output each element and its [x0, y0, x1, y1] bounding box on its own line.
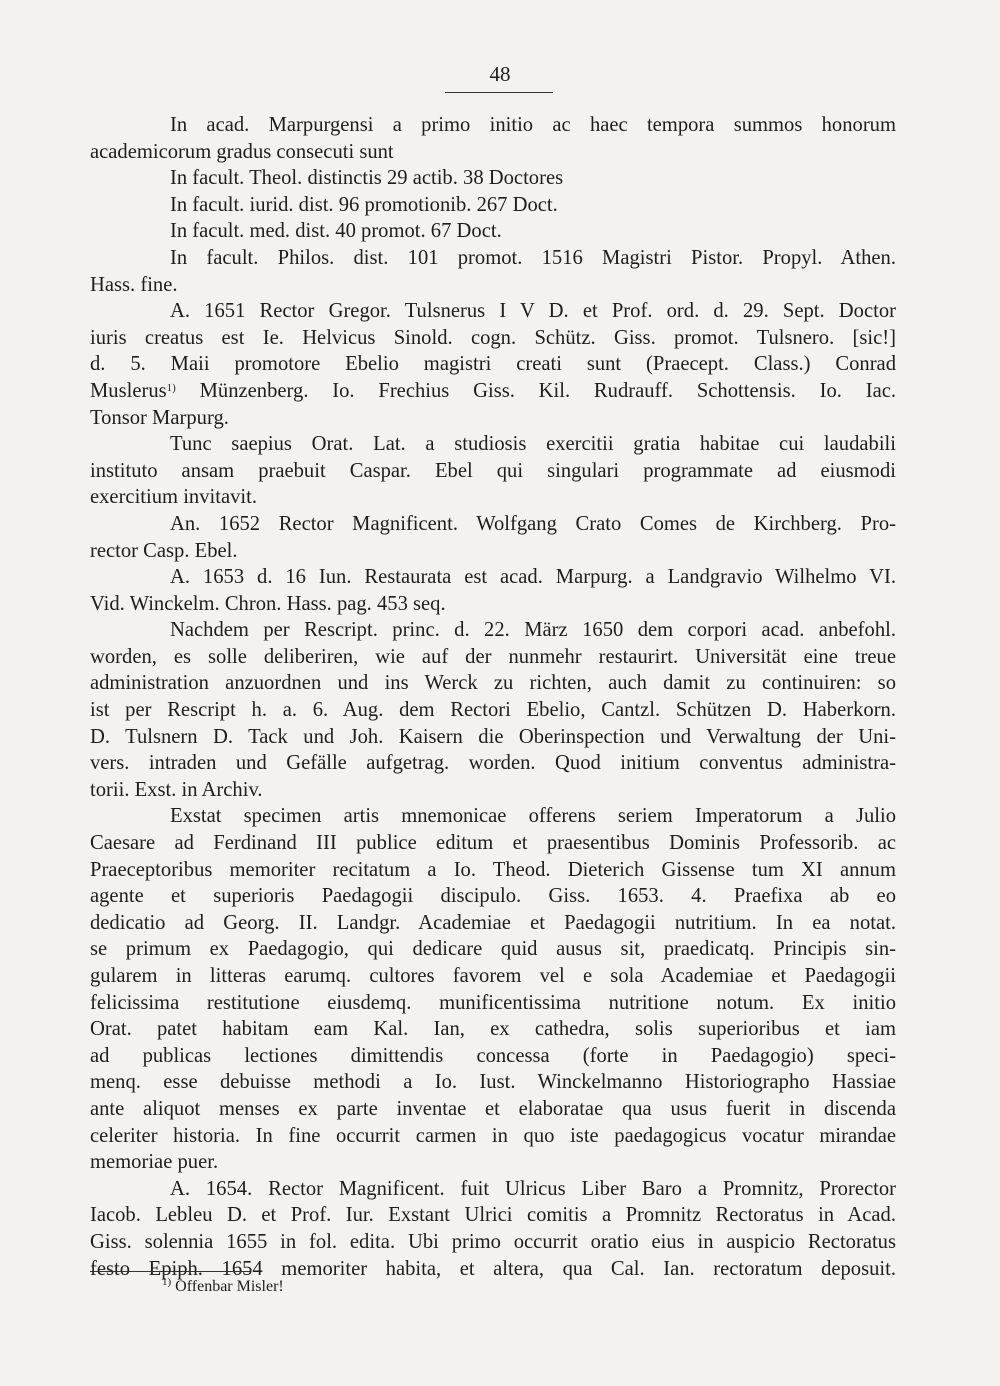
text-line [90, 1149, 896, 1176]
line-text: instituto ansam praebuit Caspar. Ebel qui singulari programmate ad eiusmodi [90, 459, 896, 482]
text-line [90, 1043, 896, 1070]
line-text: In facult. Philos. dist. 101 promot. 1516 Magistri Pistor. Propyl. Athen. [170, 246, 896, 269]
text-line [90, 1016, 896, 1043]
text-line [90, 112, 896, 139]
text-line [90, 644, 896, 671]
line-text: memoriae puer. [90, 1151, 219, 1174]
line-text-continued: Münzenberg. Io. Frechius Giss. Kil. Rudrauff. Schottensis. Io. Iac. [175, 379, 896, 402]
line-text: Hass. fine. [90, 273, 178, 296]
text-line [90, 803, 896, 830]
line-text: agente et superioris Paedagogii discipulo. Giss. 1653. 4. Praefixa ab eo [90, 885, 896, 908]
text-line [90, 1202, 896, 1229]
line-text: A. 1654. Rector Magnificent. fuit Ulricus Liber Baro a Promnitz, Prorector [170, 1177, 896, 1200]
text-line [90, 777, 896, 804]
line-text: gularem in litteras earumq. cultores favorem vel e sola Academiae et Paedagogii [90, 965, 896, 987]
text-line [90, 511, 896, 538]
line-text: ist per Rescript h. a. 6. Aug. dem Rectori Ebelio, Cantzl. Schützen D. Haberkorn. [90, 699, 896, 722]
text-line [90, 591, 896, 618]
text-line [90, 245, 896, 272]
line-text: se primum ex Paedagogio, qui dedicare quid ausus sit, praedicatq. Principis sin- [90, 938, 896, 961]
text-line [90, 1069, 896, 1096]
text-line [90, 564, 896, 591]
line-text: A. 1653 d. 16 Iun. Restaurata est acad. Marpurg. a Landgravio Wilhelmo VI. [170, 566, 896, 589]
line-text: felicissima restitutione eiusdemq. munificentissima nutritione notum. Ex initio [90, 991, 896, 1014]
text-line [90, 883, 896, 910]
text-line [90, 405, 896, 432]
line-text: Muslerus [90, 379, 167, 402]
text-line [90, 218, 896, 245]
line-text: Tunc saepius Orat. Lat. a studiosis exercitii gratia habitae cui laudabili [170, 433, 896, 456]
text-line [90, 857, 896, 884]
body-text [90, 112, 896, 1282]
text-line [90, 830, 896, 857]
line-text: In acad. Marpurgensi a primo initio ac haec tempora summos honorum [170, 114, 896, 136]
line-text: administration anzuordnen und ins Werck zu richten, auch damit zu continuiren: so [90, 672, 896, 695]
line-text: rector Casp. Ebel. [90, 539, 238, 562]
text-line [90, 670, 896, 697]
text-line [90, 750, 896, 777]
line-text: Vid. Winckelm. Chron. Hass. pag. 453 seq. [90, 592, 446, 615]
line-text: d. 5. Maii promotore Ebelio magistri creati sunt (Praecept. Class.) Conrad [90, 353, 896, 376]
text-line [90, 325, 896, 352]
line-text: D. Tulsnern D. Tack und Joh. Kaisern die Oberinspection und Verwaltung der Uni- [90, 725, 896, 748]
text-line [90, 272, 896, 299]
text-line [90, 538, 896, 565]
line-text: Praeceptoribus memoriter recitatum a Io. Theod. Dieterich Gissense tum XI annum [90, 858, 896, 881]
line-text: In facult. med. dist. 40 promot. 67 Doct. [170, 220, 502, 243]
text-line [90, 298, 896, 325]
text-line [90, 724, 896, 751]
text-line [90, 351, 896, 378]
line-text: torii. Exst. in Archiv. [90, 778, 263, 801]
line-text: In facult. Theol. distinctis 29 actib. 38 Doctores [170, 167, 564, 190]
footnote-marker: 1) [162, 1276, 172, 1288]
line-text: Nachdem per Rescript. princ. d. 22. März 1650 dem corpori acad. anbefohl. [170, 619, 896, 642]
line-text: ad publicas lectiones dimittendis concessa (forte in Paedagogio) speci- [90, 1044, 896, 1067]
text-line [90, 1123, 896, 1150]
header-rule [445, 92, 553, 93]
line-text: festo Epiph. 1654 memoriter habita, et altera, qua Cal. Ian. rectoratum deposuit. [90, 1257, 896, 1280]
page-number: 48 [489, 62, 511, 86]
line-text: Iacob. Lebleu D. et Prof. Iur. Exstant Ulrici comitis a Promnitz Rectoratus in Acad. [90, 1204, 896, 1227]
footnote-reference: 1) [166, 381, 176, 394]
text-line [90, 139, 896, 166]
line-text: celeriter historia. In fine occurrit carmen in quo iste paedagogicus vocatur mirandae [90, 1124, 896, 1147]
line-text: ante aliquot menses ex parte inventae et elaboratae qua usus fuerit in discenda [90, 1097, 896, 1120]
line-text: dedicatio ad Georg. II. Landgr. Academiae et Paedagogii nutritium. In ea notat. [90, 911, 896, 934]
line-text: iuris creatus est Ie. Helvicus Sinold. cogn. Schütz. Giss. promot. Tulsnero. [sic!] [90, 326, 896, 349]
line-text: In facult. iurid. dist. 96 promotionib. 267 Doct. [170, 193, 558, 216]
text-line [90, 990, 896, 1017]
text-line [90, 484, 896, 511]
line-text: menq. esse debuisse methodi a Io. Iust. Winckelmanno Historiographo Hassiae [90, 1071, 896, 1094]
line-text: A. 1651 Rector Gregor. Tulsnerus I V D. et Prof. ord. d. 29. Sept. Doctor [170, 300, 896, 323]
text-line [90, 697, 896, 724]
text-line [90, 431, 896, 458]
line-text: Giss. solennia 1655 in fol. edita. Ubi primo occurrit oratio eius in auspicio Rectoratus [90, 1230, 896, 1253]
text-line [90, 1229, 896, 1256]
text-line [90, 617, 896, 644]
text-line [90, 1176, 896, 1203]
text-line [90, 1096, 896, 1123]
line-text: academicorum gradus consecuti sunt [90, 140, 394, 163]
text-line [90, 910, 896, 937]
line-text: vers. intraden und Gefälle aufgetrag. worden. Quod initium conventus administra- [90, 752, 896, 775]
line-text: Exstat specimen artis mnemonicae offerens seriem Imperatorum a Julio [170, 805, 896, 828]
footnote [162, 1276, 284, 1298]
line-text: Orat. patet habitam eam Kal. Ian, ex cathedra, solis superioribus et iam [90, 1018, 896, 1041]
line-text: exercitium invitavit. [90, 486, 257, 509]
footnote-rule [90, 1271, 250, 1272]
line-text: worden, es solle deliberiren, wie auf der nunmehr restaurirt. Universität eine treue [90, 645, 896, 668]
footnote-text: Offenbar Misler! [175, 1278, 284, 1295]
line-text: Tonsor Marpurg. [90, 406, 229, 429]
text-line [90, 378, 896, 405]
text-line [90, 165, 896, 192]
line-text: An. 1652 Rector Magnificent. Wolfgang Crato Comes de Kirchberg. Pro- [170, 512, 896, 535]
text-line [90, 192, 896, 219]
text-line [90, 458, 896, 485]
text-line [90, 963, 896, 990]
line-text: Caesare ad Ferdinand III publice editum et praesentibus Dominis Professorib. ac [90, 832, 896, 855]
text-line [90, 936, 896, 963]
